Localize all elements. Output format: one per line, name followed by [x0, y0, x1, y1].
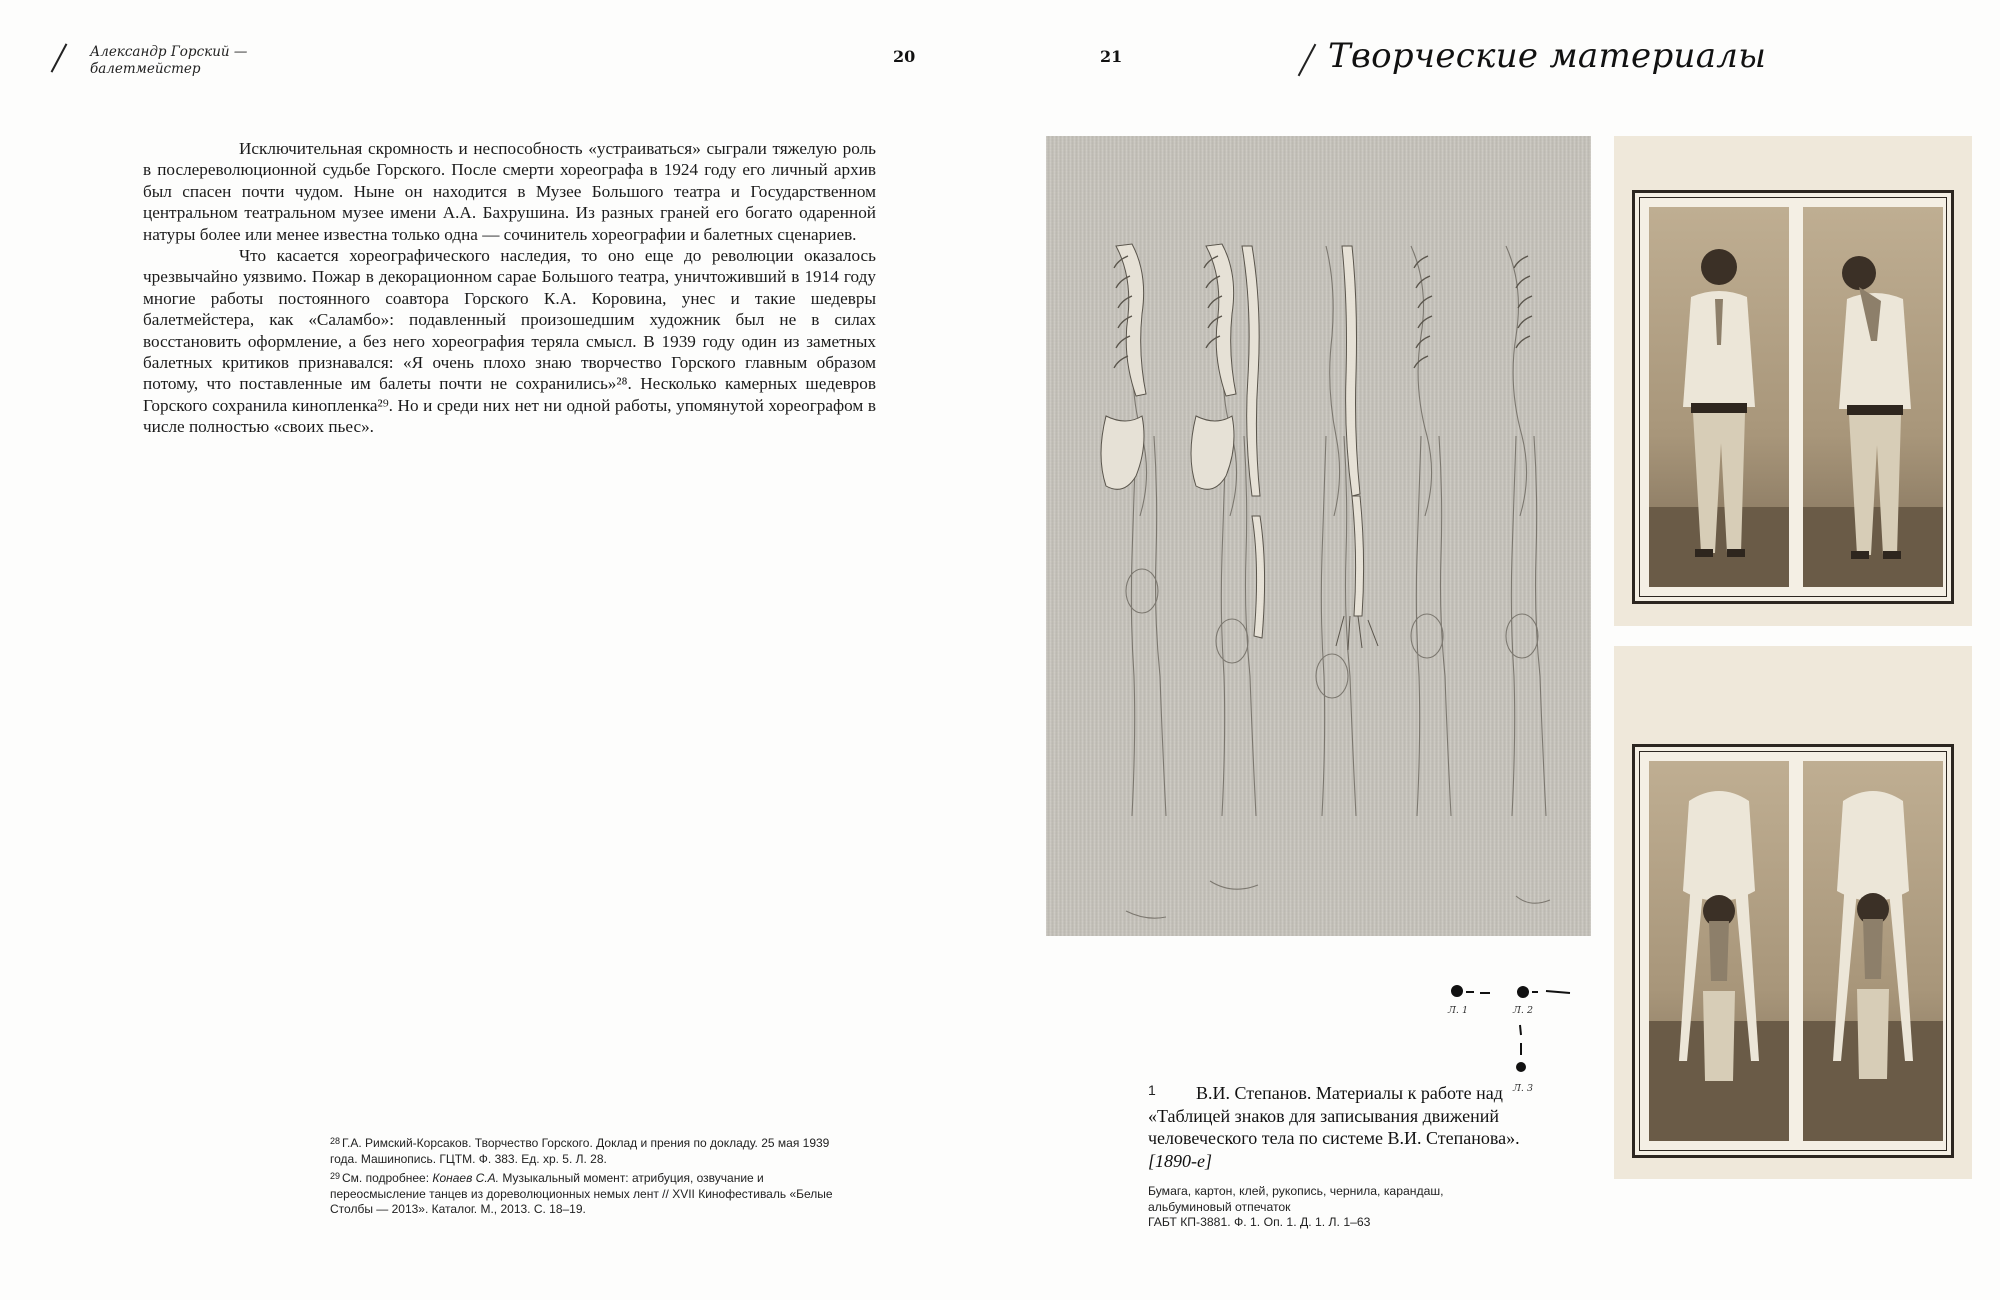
running-head-line-2: балетмейстер	[90, 61, 201, 77]
skeleton-plate-image	[1046, 136, 1591, 936]
photo-card-bending	[1614, 646, 1972, 1179]
photo-bending-forward-1	[1649, 761, 1789, 1141]
spine-marks	[1114, 256, 1532, 368]
footnote-28-number: 28	[330, 1136, 341, 1146]
paragraph-1: Исключительная скромность и неспособность «устраиваться» сыграли тяжелую роль в послереволюционной судьбе Горского. После смерти хореографа в 1924 году его личный архив был спасен почти чудом. Ныне он находится в Музее Большого театра и Государственном центральном театральном музее имени А.А. Бахрушина. Из разных граней его богато одаренной натуры более или менее известна только одна — сочинитель хореографии и балетных сценариев.	[143, 139, 876, 244]
page-number-right: 21	[1100, 47, 1123, 66]
caption-meta	[1148, 1184, 1528, 1231]
caption-materials: Бумага, картон, клей, рукопись, чернила, карандаш, альбуминовый отпечаток	[1148, 1184, 1444, 1214]
running-head	[90, 44, 330, 78]
photo-standing-front	[1649, 207, 1789, 587]
caption-title	[1148, 1082, 1528, 1172]
photo-card-bending-frame	[1632, 744, 1954, 1158]
page-number-left: 20	[893, 47, 916, 66]
skeleton-figure-5	[1506, 246, 1550, 903]
body-text	[143, 138, 876, 438]
footnote-29	[330, 1171, 860, 1218]
section-title: Творческие материалы	[1328, 36, 1767, 76]
photo-bending-forward-2	[1803, 761, 1943, 1141]
caption-date: [1890-е]	[1148, 1150, 1212, 1171]
footnote-29-author: Конаев С.А.	[432, 1171, 500, 1185]
bone-cutouts	[1101, 244, 1378, 650]
right-page	[1000, 0, 2000, 1300]
footnote-29-number: 29	[330, 1171, 341, 1181]
caption-title-text: В.И. Степанов. Материалы к работе над «Таблицей знаков для записывания движений человеческого тела по системе В.И. Степанова».	[1148, 1083, 1520, 1148]
photo-card-standing-frame	[1632, 190, 1954, 604]
section-title-slash	[1298, 44, 1317, 77]
footnotes	[330, 1136, 860, 1222]
paragraph-2: Что касается хореографического наследия, то оно еще до революции оказалось чрезвычайно уязвимо. Пожар в декорационном сарае Большого театра, уничтоживший в 1914 году многие работы постоянного соавтора Горского К.А. Коровина, унес и такие шедевры балетмейстера, как «Саламбо»: подавленный произошедшим художник был не в силах восстановить оформление, а без него хореография теряла смысл. В 1939 году один из заметных балетных критиков признавался: «Я очень плохо знаю творчество Горского главным образом потому, что поставленные им балеты почти не сохранились»²⁸. Несколько камерных шедевров Горского сохранила кинопленка²⁹. Но и среди них нет ни одной работы, упомянутой хореографом в числе полностью «своих пьес».	[143, 246, 876, 437]
footnote-28-text: Г.А. Римский-Корсаков. Творчество Горского. Доклад и прения по докладу. 25 мая 1939 года. Машинопись. ГЦТМ. Ф. 383. Ед. хр. 5. Л. 28.	[330, 1136, 830, 1166]
caption-archive: ГАБТ КП-3881. Ф. 1. Оп. 1. Д. 1. Л. 1–63	[1148, 1215, 1371, 1230]
running-head-slash	[51, 43, 68, 72]
footnote-29-prefix: См. подробнее:	[342, 1171, 433, 1185]
photo-standing-bending-head	[1803, 207, 1943, 587]
photo-card-standing	[1614, 136, 1972, 626]
legend-label-1: Л. 1	[1448, 1005, 1469, 1016]
skeleton-drawing	[1046, 136, 1591, 936]
footnote-28	[330, 1136, 860, 1167]
skeleton-figure-4	[1411, 246, 1451, 816]
legend-label-3: Л. 3	[1513, 1083, 1534, 1094]
caption-number: 1	[1148, 1082, 1156, 1098]
legend-label-2: Л. 2	[1513, 1005, 1534, 1016]
running-head-line-1: Александр Горский —	[90, 44, 248, 60]
footnote-29-text: Музыкальный момент: атрибуция, озвучание и переосмысление танцев из дореволюционных немых лент // XVII Кинофестиваль «Белые Столбы — 2013». Каталог. М., 2013. С. 18–19.	[330, 1171, 833, 1216]
